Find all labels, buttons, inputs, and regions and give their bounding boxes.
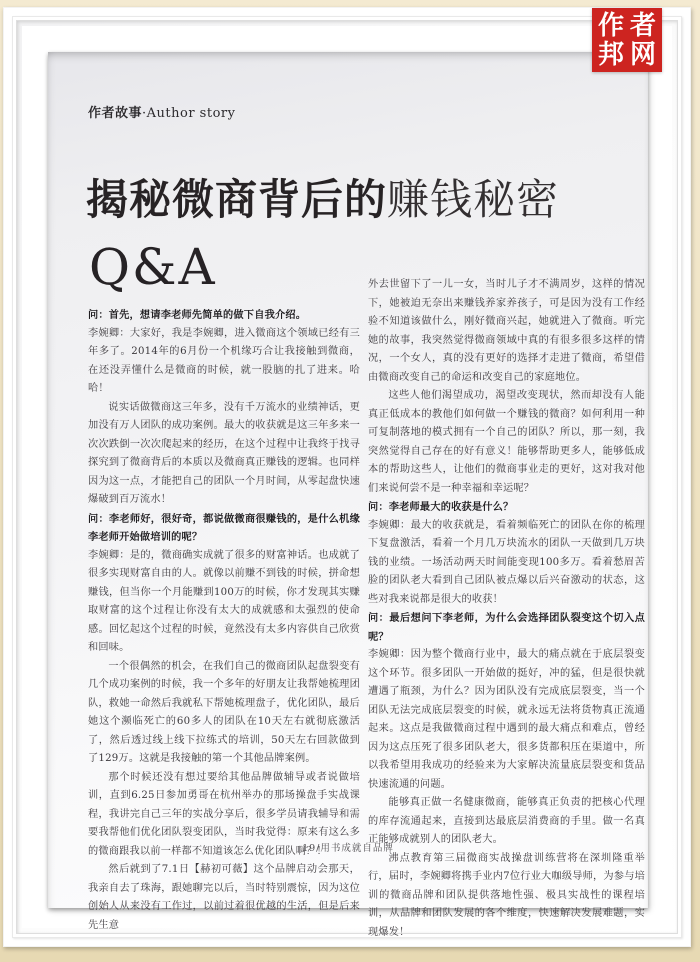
- question-paragraph: 问：李老师好，很好奇，都说做微商很赚钱的，是什么机缘李老师开始做培训的呢？: [88, 512, 360, 543]
- article-page: [48, 52, 648, 938]
- logo-char: 作: [597, 10, 624, 41]
- answer-paragraph: 李婉卿：最大的收获就是，看着频临死亡的团队在你的梳理下复盘激活，看着一个月几万块流水的团队一天做到几万块钱的业绩。一场活动两天时间能变现100多万。看着愁眉苦脸的团队老大看到自己团队被点爆以后兴奋激动的状态，这些对我来说都是很大的收获！: [368, 519, 645, 605]
- article-title-bold: 揭秘微商背后的: [86, 175, 388, 225]
- continuation-paragraph: 外去世留下了一儿一女，当时儿子才不满周岁，这样的情况下，她被迫无奈出来赚钱养家养孩子，可是因为没有工作经验不知道该做什么，刚好微商兴起，她就进入了微商。听完她的故事，我突然觉得微商领域中真的有很多很多这样的情况，一个女人，真的没有更好的选择才走进了微商，希望借由微商改变自己的命运和改变自己的家庭地位。: [368, 279, 645, 383]
- left-column: [88, 238, 360, 935]
- answer-paragraph: 李婉卿：大家好，我是李婉卿，进入微商这个领域已经有三年多了。2014年的6月份一个机缘巧合让我接触到微商，在还没弄懂什么是微商的时候，就一股脑的扎了进来。哈哈！: [88, 327, 360, 394]
- page-number-footer: 19/用书成就自品牌: [302, 843, 394, 854]
- body-paragraph: 沸点教育第三届微商实战操盘训练营将在深圳隆重举行，届时，李婉卿将携手业内7位行业大咖级导师，为参与培训的微商品牌和团队提供落地性强、极具实战性的课程培训，从品牌和团队发展的各个维度，快速解决发展难题，实现爆发！: [368, 852, 645, 938]
- answer-paragraph: 李婉卿：因为整个微商行业中，最大的痛点就在于底层裂变这个环节。很多团队一开始做的挺好，冲的猛，但是很快就遭遇了瓶颈，为什么？因为团队没有完成底层裂变，当一个团队无法完成底层裂变的时候，就永远无法将货物真正流通起来。这点是我做微商过程中遇到的最大痛点和难点，曾经因为这点压死了很多团队老大，很多货都积压在渠道中，所以我希望用我成功的经验来为大家解决流量底层裂变和货品快速流通的问题。: [368, 649, 645, 790]
- body-paragraph: 然后就到了7.1日【赫初可薇】这个品牌启动会那天，我亲自去了珠海，跟她聊完以后，当时特别震惊，因为这位创始人从来没有工作过，以前过着很优越的生活，但是后来先生意: [88, 864, 360, 931]
- logo-char: 网: [629, 39, 656, 70]
- brand-logo-zuozhebang: [592, 8, 662, 72]
- article-title-light: 赚钱秘密: [387, 175, 560, 225]
- logo-char: 邦: [597, 39, 624, 70]
- question-paragraph: 问：最后想问下李老师，为什么会选择团队裂变这个切入点呢？: [368, 612, 645, 643]
- body-paragraph: 说实话做微商这三年多，没有千万流水的业绩神话，更加没有万人团队的成功案例。最大的收获就是这三年多来一次次跌倒一次次爬起来的经历，在这个过程中让我终于找寻探究到了微商背后的本质以及微商真正赚钱的逻辑。也同样因为这一点，才能把自己的团队一个月时间，从零起盘快速爆破到百万流水！: [88, 401, 360, 505]
- section-label-en: ·Author story: [142, 106, 236, 121]
- question-paragraph: 问：首先，想请李老师先简单的做下自我介绍。: [88, 309, 307, 321]
- body-paragraph: 这些人他们渴望成功，渴望改变现状，然而却没有人能真正低成本的教他们如何做一个赚钱的微商？如何利用一种可复制落地的模式拥有一个自己的团队？所以，那一刻，我突然觉得自己存在的好有意义！能够帮助更多人，能够低成本的帮助这些人，让他们的微商事业走的更好，这对我对他们来说何尝不是一种幸福和幸运呢？: [368, 390, 645, 494]
- body-paragraph: 那个时候还没有想过要给其他品牌做辅导或者说做培训，直到6.25日参加勇哥在杭州举办的那场操盘手实战课程，我讲完自己三年的实战分享后，很多学员请我辅导和需要我帮他们优化团队裂变团队，当时我觉得：原来有这么多的微商跟我以前一样都不知道该怎么优化团队啊？！: [88, 771, 360, 857]
- article-title: [86, 174, 628, 227]
- qa-heading: Q&A: [89, 238, 217, 296]
- body-paragraph: 一个很偶然的机会，在我们自己的微商团队起盘裂变有几个成功案例的时候，我一个多年的好朋友让我帮她梳理团队，救她一命然后我就私下帮她梳理盘子，优化团队，最后她这个濒临死亡的60多人的团队在10天左右就彻底激活了，然后透过线上线下拉练式的培训，50天左右回款做到了129万。这就是我接触的第一个其他品牌案例。: [88, 660, 360, 764]
- logo-char: 者: [629, 10, 656, 41]
- question-paragraph: 问：李老师最大的收获是什么？: [368, 501, 514, 513]
- section-label-cn: 作者故事: [88, 106, 143, 121]
- section-label: [88, 102, 235, 121]
- body-paragraph: 能够真正做一名健康微商，能够真正负责的把核心代理的库存流通起来，直接到达最底层消费商的手里。做一名真正能够成就别人的团队老大。: [368, 797, 645, 845]
- answer-paragraph: 李婉卿：是的，微商确实成就了很多的财富神话。也成就了很多实现财富自由的人。就像以前赚不到钱的时候，拼命想赚钱，但当你一个月能赚到100万的时候，你才发现其实赚取财富的这个过程让你没有太大的成就感和太强烈的使命感。回忆起这个过程的时候，竟然没有太多内容供自己欣赏和回味。: [88, 549, 360, 653]
